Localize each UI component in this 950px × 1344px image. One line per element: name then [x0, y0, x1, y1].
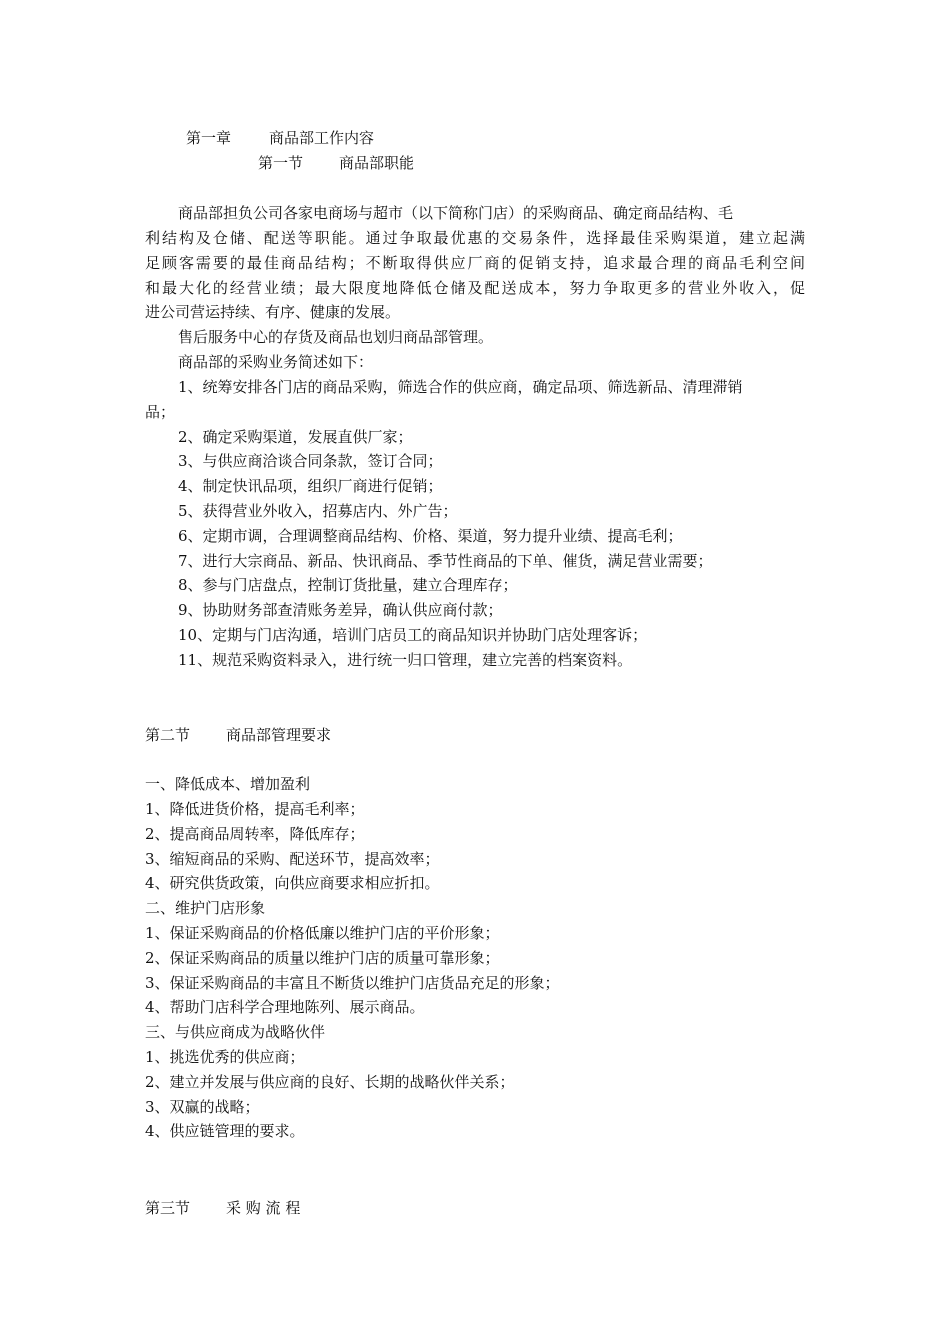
intro-line-5: 进公司营运持续、有序、健康的发展。: [145, 303, 401, 321]
req-line-9: 3、保证采购商品的丰富且不断货以维护门店货品充足的形象；: [145, 974, 560, 992]
duty-item-4: 4、制定快讯品项，组织厂商进行促销；: [178, 477, 443, 495]
duty-item-9: 9、协助财务部查清账务差异，确认供应商付款；: [178, 601, 503, 619]
duty-item-6: 6、定期市调，合理调整商品结构、价格、渠道，努力提升业绩、提高毛利；: [178, 527, 683, 545]
duty-item-7: 7、进行大宗商品、新品、快讯商品、季节性商品的下单、催货，满足营业需要；: [178, 552, 713, 570]
req-line-1: 一、降低成本、增加盈利: [145, 775, 311, 793]
req-line-2: 1、降低进货价格，提高毛利率；: [145, 800, 365, 818]
duty-item-10: 10、定期与门店沟通，培训门店员工的商品知识并协助门店处理客诉；: [178, 626, 648, 644]
section1-heading: [258, 153, 414, 173]
intro-line-1: 商品部担负公司各家电商场与超市（以下简称门店）的采购商品、确定商品结构、毛: [178, 204, 734, 222]
section3-label: 第三节: [145, 1199, 191, 1217]
duty-item-1-cont: 品；: [145, 403, 176, 421]
req-line-7: 1、保证采购商品的价格低廉以维护门店的平价形象；: [145, 924, 500, 942]
req-line-11: 三、与供应商成为战略伙伴: [145, 1023, 326, 1041]
req-line-15: 4、供应链管理的要求。: [145, 1122, 305, 1140]
req-line-3: 2、提高商品周转率，降低库存；: [145, 825, 365, 843]
req-line-12: 1、挑选优秀的供应商；: [145, 1048, 305, 1066]
req-line-8: 2、保证采购商品的质量以维护门店的质量可靠形象；: [145, 949, 500, 967]
duty-item-1: 1、统筹安排各门店的商品采购，筛选合作的供应商，确定品项、筛选新品、清理滞销: [178, 378, 743, 396]
chapter-heading: [186, 128, 374, 148]
duty-item-2: 2、确定采购渠道，发展直供厂家；: [178, 428, 413, 446]
section1-label: 第一节: [258, 154, 304, 172]
chapter-label: 第一章: [186, 129, 232, 147]
duty-item-8: 8、参与门店盘点，控制订货批量，建立合理库存；: [178, 576, 518, 594]
intro-line-2: 利结构及仓储、配送等职能。通过争取最优惠的交易条件，选择最佳采购渠道，建立起满: [145, 229, 805, 247]
section3-heading: [145, 1198, 300, 1218]
duty-item-11: 11、规范采购资料录入，进行统一归口管理，建立完善的档案资料。: [178, 651, 633, 669]
intro-line-3: 足顾客需要的最佳商品结构；不断取得供应厂商的促销支持，追求最合理的商品毛利空间: [145, 254, 805, 272]
chapter-title: 商品部工作内容: [269, 129, 375, 147]
section1-title: 商品部职能: [339, 154, 415, 172]
after-sales-line: 售后服务中心的存货及商品也划归商品部管理。: [178, 328, 494, 346]
req-line-6: 二、维护门店形象: [145, 899, 266, 917]
req-line-5: 4、研究供货政策，向供应商要求相应折扣。: [145, 874, 440, 892]
summary-line: 商品部的采购业务简述如下：: [178, 353, 374, 371]
req-line-14: 3、双赢的战略；: [145, 1098, 260, 1116]
duty-item-5: 5、获得营业外收入，招募店内、外广告；: [178, 502, 458, 520]
req-line-4: 3、缩短商品的采购、配送环节，提高效率；: [145, 850, 440, 868]
section2-title: 商品部管理要求: [226, 726, 332, 744]
intro-line-4: 和最大化的经营业绩；最大限度地降低仓储及配送成本，努力争取更多的营业外收入，促: [145, 279, 805, 297]
duty-item-3: 3、与供应商洽谈合同条款，签订合同；: [178, 452, 443, 470]
section2-heading: [145, 725, 331, 745]
req-line-10: 4、帮助门店科学合理地陈列、展示商品。: [145, 998, 425, 1016]
req-line-13: 2、建立并发展与供应商的良好、长期的战略伙伴关系；: [145, 1073, 515, 1091]
section2-label: 第二节: [145, 726, 191, 744]
section3-title: 采 购 流 程: [226, 1199, 301, 1217]
